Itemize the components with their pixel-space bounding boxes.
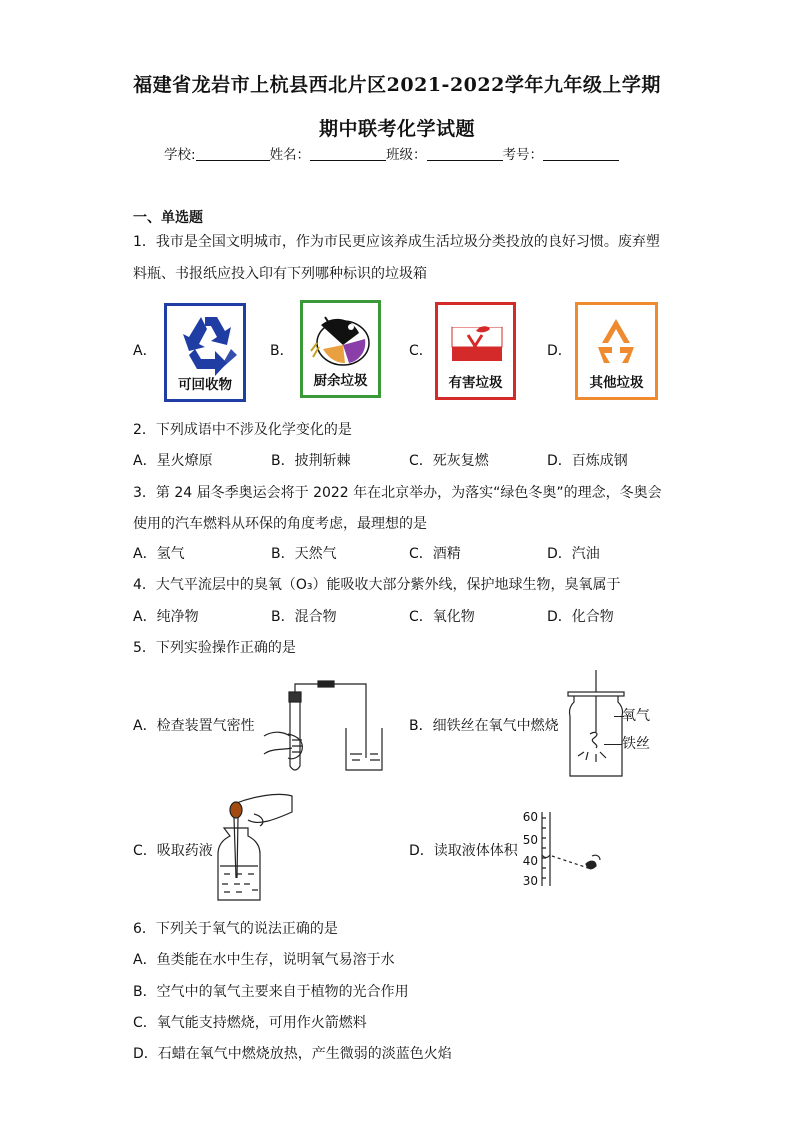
q6-text: 6．下列关于氧气的说法正确的是 [133,921,338,937]
q6-option-a[interactable]: A．鱼类能在水中生存，说明氧气易溶于水 [133,952,395,968]
q5-option-c[interactable]: C．吸取药液 [133,843,213,859]
q1-text: 1．我市是全国文明城市，作为市民更应该养成生活垃圾分类投放的良好习惯。废弃塑 [133,234,660,250]
page-title: 福建省龙岩市上杭县西北片区2021-2022学年九年级上学期 [133,74,661,96]
q5-option-b[interactable]: B．细铁丝在氧气中燃烧 [409,718,559,734]
q1-option-c-letter[interactable]: C． [409,343,433,359]
class-label: 班级： [386,147,427,163]
bin-label: 其他垃圾 [589,375,644,391]
tick-label-50: 50 [522,833,538,847]
airtightness-apparatus-diagram [258,678,388,776]
q1-option-d-letter[interactable]: D． [547,343,572,359]
q4-option-c[interactable]: C．氧化物 [409,609,475,625]
bin-label: 有害垃圾 [448,375,503,391]
bin-label: 厨余垃圾 [313,373,368,389]
q5-option-a[interactable]: A．检查装置气密性 [133,718,255,734]
iron-wire-label: 铁丝 [622,736,650,752]
tick-label-30: 30 [522,874,538,888]
header-fields [164,145,619,165]
hazardous-waste-bin-sign[interactable] [435,302,516,400]
q3-option-b[interactable]: B．天然气 [271,546,337,562]
recycle-icon [167,309,243,379]
q2-option-b[interactable]: B．披荆斩棘 [271,453,351,469]
school-label: 学校: [164,147,196,163]
tick-label-40: 40 [522,854,538,868]
q3-text-2: 使用的汽车燃料从环保的角度考虑，最理想的是 [133,516,427,532]
q3-option-c[interactable]: C．酒精 [409,546,461,562]
kitchen-waste-bin-sign[interactable] [300,300,381,398]
bin-label: 可回收物 [178,377,232,393]
school-blank[interactable] [196,146,270,161]
iron-wire-combustion-diagram [566,668,616,780]
number-label: 考号： [502,147,544,163]
oxygen-label: 氧气 [622,708,650,724]
q6-option-c[interactable]: C．氧气能支持燃烧，可用作火箭燃料 [133,1015,367,1031]
q3-option-a[interactable]: A．氢气 [133,546,185,562]
q4-option-b[interactable]: B．混合物 [271,609,337,625]
class-blank[interactable] [427,146,503,161]
q2-option-d[interactable]: D．百炼成钢 [547,453,628,469]
recycle-bin-sign[interactable] [164,303,246,402]
q5-option-d[interactable]: D．读取液体体积 [409,843,518,859]
iron-pointer-line [604,744,622,745]
q6-option-d[interactable]: D．石蜡在氧气中燃烧放热，产生微弱的淡蓝色火焰 [133,1046,452,1062]
q2-text: 2．下列成语中不涉及化学变化的是 [133,422,352,438]
q6-option-b[interactable]: B．空气中的氧气主要来自于植物的光合作用 [133,984,409,1000]
q3-option-d[interactable]: D．汽油 [547,546,600,562]
q1-text-2: 料瓶、书报纸应投入印有下列哪种标识的垃圾箱 [133,266,427,282]
q4-text: 4．大气平流层中的臭氧（O₃）能吸收大部分紫外线，保护地球生物，臭氧属于 [133,577,621,593]
tick-label-60: 60 [522,810,538,824]
q3-text: 3．第 24 届冬季奥运会将于 2022 年在北京举办，为落实“绿色冬奥”的理念，冬奥会 [133,485,662,501]
q5-text: 5．下列实验操作正确的是 [133,640,296,656]
q1-option-a-letter[interactable]: A． [133,343,157,359]
other-waste-icon [578,307,655,377]
q4-option-a[interactable]: A．纯净物 [133,609,199,625]
food-waste-icon [303,305,378,375]
number-blank[interactable] [543,146,619,161]
other-waste-bin-sign[interactable] [575,302,658,400]
name-blank[interactable] [310,146,386,161]
q2-option-c[interactable]: C．死灰复燃 [409,453,489,469]
section-heading: 一、单选题 [133,210,203,226]
page-title-line2: 期中联考化学试题 [318,118,475,140]
name-label: 姓名： [269,147,311,163]
q4-option-d[interactable]: D．化合物 [547,609,614,625]
dropper-suction-diagram [214,792,304,904]
hazard-icon [438,305,513,375]
q2-option-a[interactable]: A．星火燎原 [133,453,213,469]
q1-option-b-letter[interactable]: B． [270,343,294,359]
